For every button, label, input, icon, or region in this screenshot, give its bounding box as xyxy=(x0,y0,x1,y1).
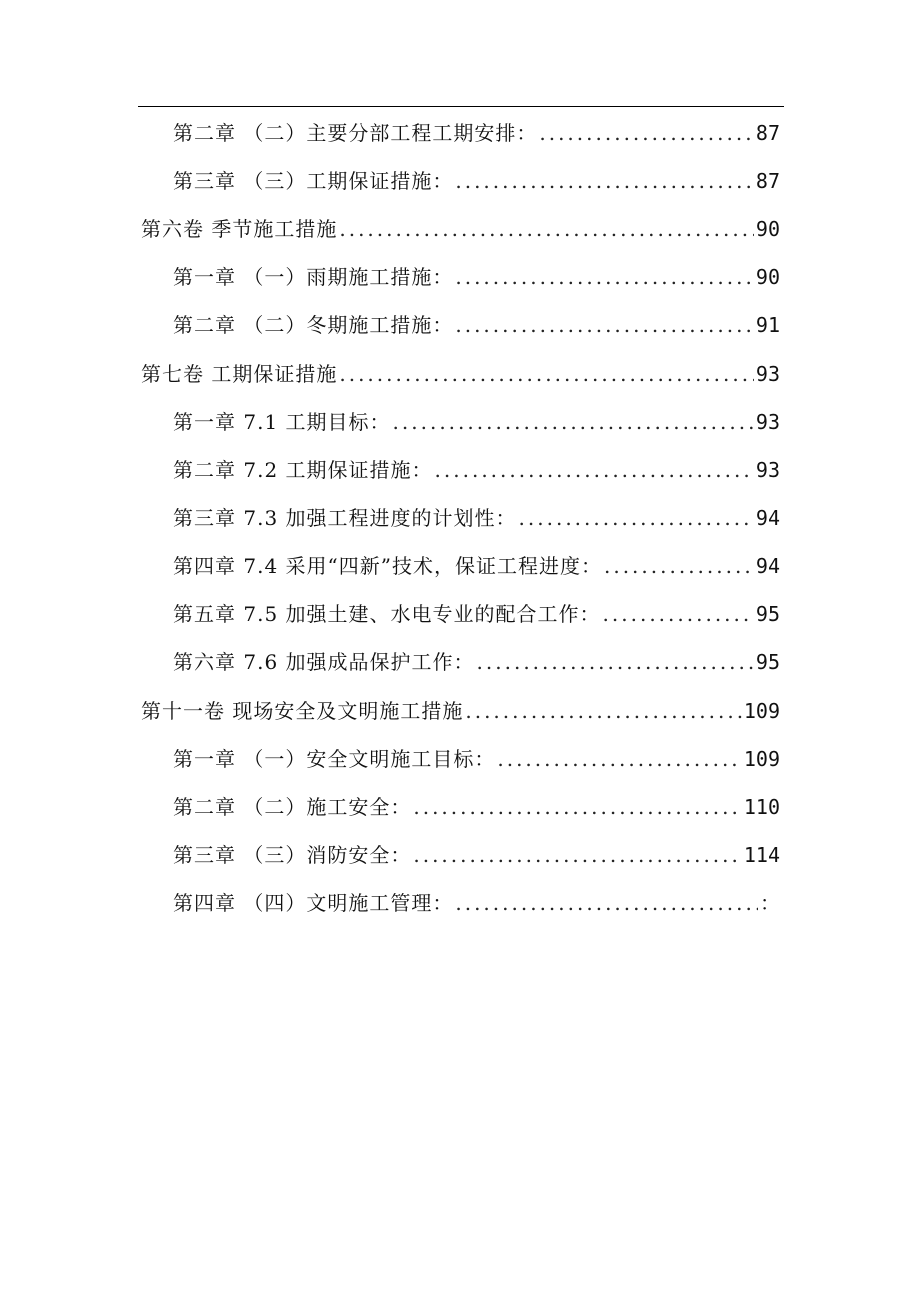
toc-page-number: 95 xyxy=(755,650,780,674)
toc-dot-leader xyxy=(477,642,754,682)
toc-page-number: 94 xyxy=(755,554,780,578)
toc-entry-title: 第一章 （一）雨期施工措施： xyxy=(173,265,454,289)
toc-volume-entry[interactable] xyxy=(141,209,780,249)
toc-entry-title: 第十一卷 现场安全及文明施工措施 xyxy=(141,699,464,723)
toc-page-number: 87 xyxy=(755,169,780,193)
toc-entry[interactable] xyxy=(173,883,780,923)
toc-entry-title: 第四章 （四）文明施工管理： xyxy=(173,891,454,915)
toc-entry[interactable] xyxy=(173,739,780,779)
toc-dot-leader xyxy=(339,209,754,249)
toc-page-number: 91 xyxy=(755,313,780,337)
toc-dot-leader xyxy=(539,113,754,153)
toc-entry[interactable] xyxy=(173,787,780,827)
toc-entry[interactable] xyxy=(173,835,780,875)
toc-entry-title: 第三章 （三）消防安全： xyxy=(173,843,412,867)
toc-entry[interactable] xyxy=(173,642,780,682)
header-rule xyxy=(138,106,784,107)
toc-entry-title: 第七卷 工期保证措施 xyxy=(141,362,338,386)
toc-page-number: 93 xyxy=(755,458,780,482)
toc-entry[interactable] xyxy=(173,546,780,586)
toc-dot-leader xyxy=(413,787,742,827)
toc-page-number: 87 xyxy=(755,121,780,145)
toc-page-number: 90 xyxy=(755,217,780,241)
toc-page-number: 110 xyxy=(743,795,780,819)
toc-entry-title: 第五章 7.5 加强土建、水电专业的配合工作： xyxy=(173,602,601,626)
toc-volume-entry[interactable] xyxy=(141,354,780,394)
toc-page-number: 114 xyxy=(743,843,780,867)
toc-dot-leader xyxy=(413,835,742,875)
toc-entry[interactable] xyxy=(173,594,780,634)
toc-entry-title: 第三章 （三）工期保证措施： xyxy=(173,169,454,193)
toc-entry[interactable] xyxy=(173,113,780,153)
toc-page-number: 93 xyxy=(755,362,780,386)
toc-page-number: 95 xyxy=(755,602,780,626)
toc-entry-title: 第二章 （二）冬期施工措施： xyxy=(173,313,454,337)
toc-dot-leader xyxy=(455,305,754,345)
toc-page-number: 109 xyxy=(743,699,780,723)
toc-page-number: 90 xyxy=(755,265,780,289)
toc-dot-leader xyxy=(604,546,754,586)
toc-entry[interactable] xyxy=(173,305,780,345)
toc-entry[interactable] xyxy=(173,161,780,201)
toc-entry-title: 第二章 （二）施工安全： xyxy=(173,795,412,819)
toc-dot-leader xyxy=(603,594,754,634)
toc-entry-title: 第二章 7.2 工期保证措施： xyxy=(173,458,433,482)
toc-entry-title: 第三章 7.3 加强工程进度的计划性： xyxy=(173,506,517,530)
toc-entry-title: 第一章 7.1 工期目标： xyxy=(173,410,391,434)
toc-entry[interactable] xyxy=(173,450,780,490)
toc-dot-leader xyxy=(519,498,754,538)
toc-page-number: ： xyxy=(760,891,780,915)
toc-entry[interactable] xyxy=(173,402,780,442)
toc-entry[interactable] xyxy=(173,498,780,538)
toc-entry-title: 第四章 7.4 采用“四新”技术，保证工程进度： xyxy=(173,554,602,578)
toc-dot-leader xyxy=(435,450,754,490)
toc-dot-leader xyxy=(339,354,754,394)
toc-dot-leader xyxy=(465,691,742,731)
toc-dot-leader xyxy=(393,402,754,442)
toc-entry-title: 第六章 7.6 加强成品保护工作： xyxy=(173,650,475,674)
toc-dot-leader xyxy=(455,883,758,923)
toc-entry-title: 第一章 （一）安全文明施工目标： xyxy=(173,747,496,771)
toc-page-number: 93 xyxy=(755,410,780,434)
toc-dot-leader xyxy=(497,739,742,779)
toc-entry-title: 第六卷 季节施工措施 xyxy=(141,217,338,241)
toc-volume-entry[interactable] xyxy=(141,691,780,731)
toc-dot-leader xyxy=(455,257,754,297)
toc-dot-leader xyxy=(455,161,754,201)
toc-page-number: 109 xyxy=(743,747,780,771)
toc-page-number: 94 xyxy=(755,506,780,530)
toc-entry[interactable] xyxy=(173,257,780,297)
toc-entry-title: 第二章 （二）主要分部工程工期安排： xyxy=(173,121,538,145)
